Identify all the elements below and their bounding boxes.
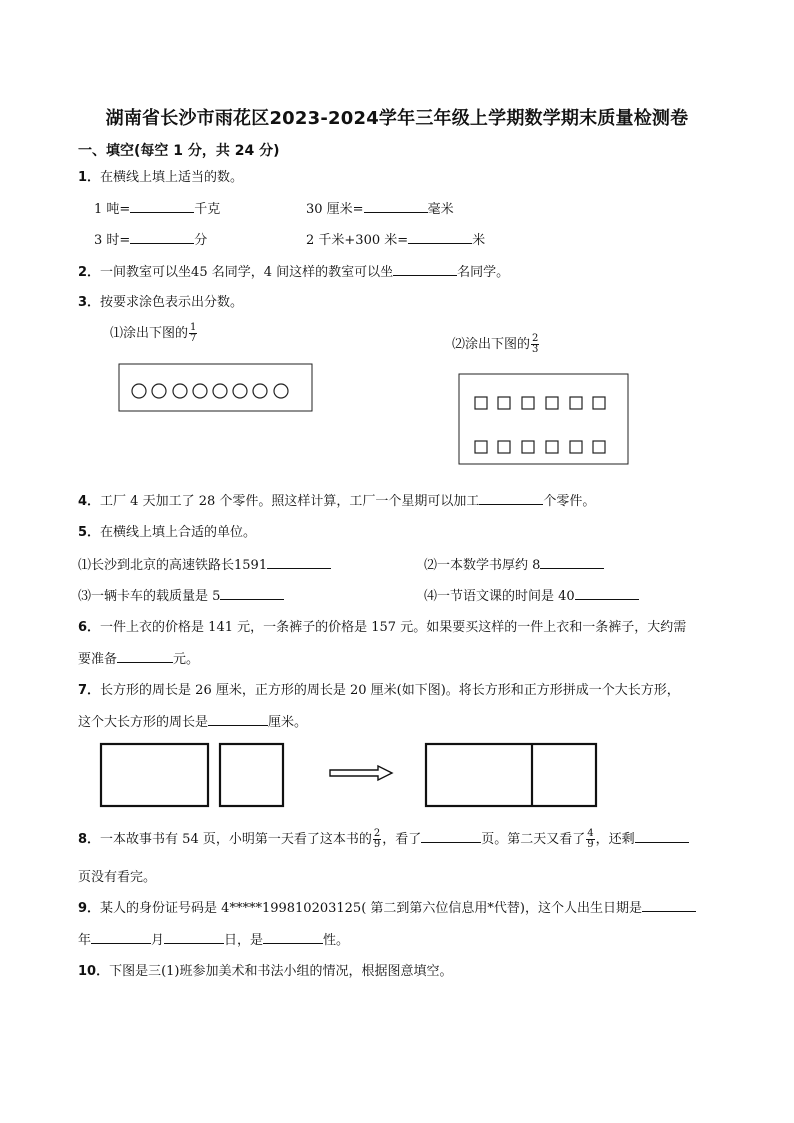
question-9-line-2: 年 月 日，是 性。: [78, 933, 350, 948]
q3-part-2-label: ⑵涂出下图的 $\frac{2}{3}$: [452, 333, 539, 355]
answer-blank[interactable]: [575, 587, 639, 600]
shape-square[interactable]: [593, 441, 605, 453]
q5-item-3: ⑶一辆卡车的载质量是 5: [78, 585, 284, 604]
answer-blank[interactable]: [164, 931, 224, 944]
question-3: 3．按要求涂色表示出分数。: [78, 295, 244, 310]
page-title: 湖南省长沙市雨花区2023-2024学年三年级上学期数学期末质量检测卷: [105, 108, 689, 129]
shape-square[interactable]: [546, 397, 558, 409]
shape-square[interactable]: [593, 397, 605, 409]
q1-item-b: 30 厘米= 毫米: [306, 202, 454, 217]
question-7-line-1: 7．长方形的周长是 26 厘米，正方形的周长是 20 厘米(如下图)。将长方形和正方形拼成一个大长方形，: [78, 683, 680, 698]
shape-circle[interactable]: [173, 384, 187, 398]
shape-square[interactable]: [522, 397, 534, 409]
q5-item-4: ⑷一节语文课的时间是 40: [424, 585, 639, 604]
question-10: 10．下图是三(1)班参加美术和书法小组的情况，根据图意填空。: [78, 964, 453, 979]
answer-blank[interactable]: [267, 556, 331, 569]
answer-blank[interactable]: [208, 713, 268, 726]
answer-blank[interactable]: [642, 899, 696, 912]
square-shape: [220, 744, 283, 806]
combined-rectangle-shape: [426, 744, 596, 806]
question-6-line-1: 6．一件上衣的价格是 141 元，一条裤子的价格是 157 元。如果要买这样的一件上衣和一条裤子，大约需: [78, 620, 687, 635]
question-2: 2．一间教室可以坐45 名同学，4 间这样的教室可以坐 名同学。: [78, 265, 510, 280]
shape-square[interactable]: [522, 441, 534, 453]
question-7-line-2: 这个大长方形的周长是 厘米。: [78, 715, 308, 730]
shape-square[interactable]: [498, 441, 510, 453]
q1-item-a: 1 吨= 千克: [94, 202, 221, 217]
answer-blank[interactable]: [91, 931, 151, 944]
shape-circle[interactable]: [152, 384, 166, 398]
question-9-line-1: 9．某人的身份证号码是 4*****199810203125( 第二到第六位信息用*代替)，这个人出生日期是: [78, 897, 696, 916]
answer-blank[interactable]: [117, 650, 173, 663]
rectangle-shape: [101, 744, 208, 806]
shape-circle[interactable]: [233, 384, 247, 398]
q5-item-1: ⑴长沙到北京的高速铁路长1591: [78, 554, 331, 573]
shape-square[interactable]: [475, 397, 487, 409]
q5-item-2: ⑵一本数学书厚约 8: [424, 554, 604, 573]
square-box: [459, 374, 628, 464]
q3-part-1-label: ⑴涂出下图的 $\frac{1}{7}$: [110, 322, 197, 344]
q1-item-d: 2 千米+300 米= 米: [306, 233, 486, 248]
shape-circle[interactable]: [274, 384, 288, 398]
q1-item-c: 3 时= 分: [94, 233, 208, 248]
question-5: 5．在横线上填上合适的单位。: [78, 525, 257, 540]
answer-blank[interactable]: [263, 931, 323, 944]
arrow-icon: [330, 766, 392, 780]
circle-box: [119, 364, 312, 411]
answer-blank[interactable]: [421, 830, 481, 843]
answer-blank[interactable]: [220, 587, 284, 600]
shape-square[interactable]: [570, 441, 582, 453]
shape-square[interactable]: [546, 441, 558, 453]
shape-circle[interactable]: [193, 384, 207, 398]
answer-blank[interactable]: [635, 830, 689, 843]
shape-circle[interactable]: [253, 384, 267, 398]
shape-circle[interactable]: [132, 384, 146, 398]
shape-square[interactable]: [475, 441, 487, 453]
question-8-line-2: 页没有看完。: [78, 870, 157, 885]
question-4: 4．工厂 4 天加工了 28 个零件。照这样计算，工厂一个星期可以加工 个零件。: [78, 494, 596, 509]
circle-row: [132, 384, 288, 398]
question-number: 1．: [78, 170, 101, 185]
question-text: 在横线上填上适当的数。: [100, 170, 244, 185]
section-heading: 一、填空(每空 1 分，共 24 分): [78, 143, 280, 159]
question-8-line-1: 8．一本故事书有 54 页，小明第一天看了这本书的 $\frac{2}{9}$ ，看了 页。第二天又看了 $\frac{4}{9}$ ，还剩: [78, 828, 689, 850]
shape-square[interactable]: [498, 397, 510, 409]
answer-blank[interactable]: [540, 556, 604, 569]
answer-blank[interactable]: [479, 492, 543, 505]
shape-square[interactable]: [570, 397, 582, 409]
square-grid: [475, 397, 605, 453]
question-6-line-2: 要准备 元。: [78, 652, 200, 667]
shape-circle[interactable]: [213, 384, 227, 398]
